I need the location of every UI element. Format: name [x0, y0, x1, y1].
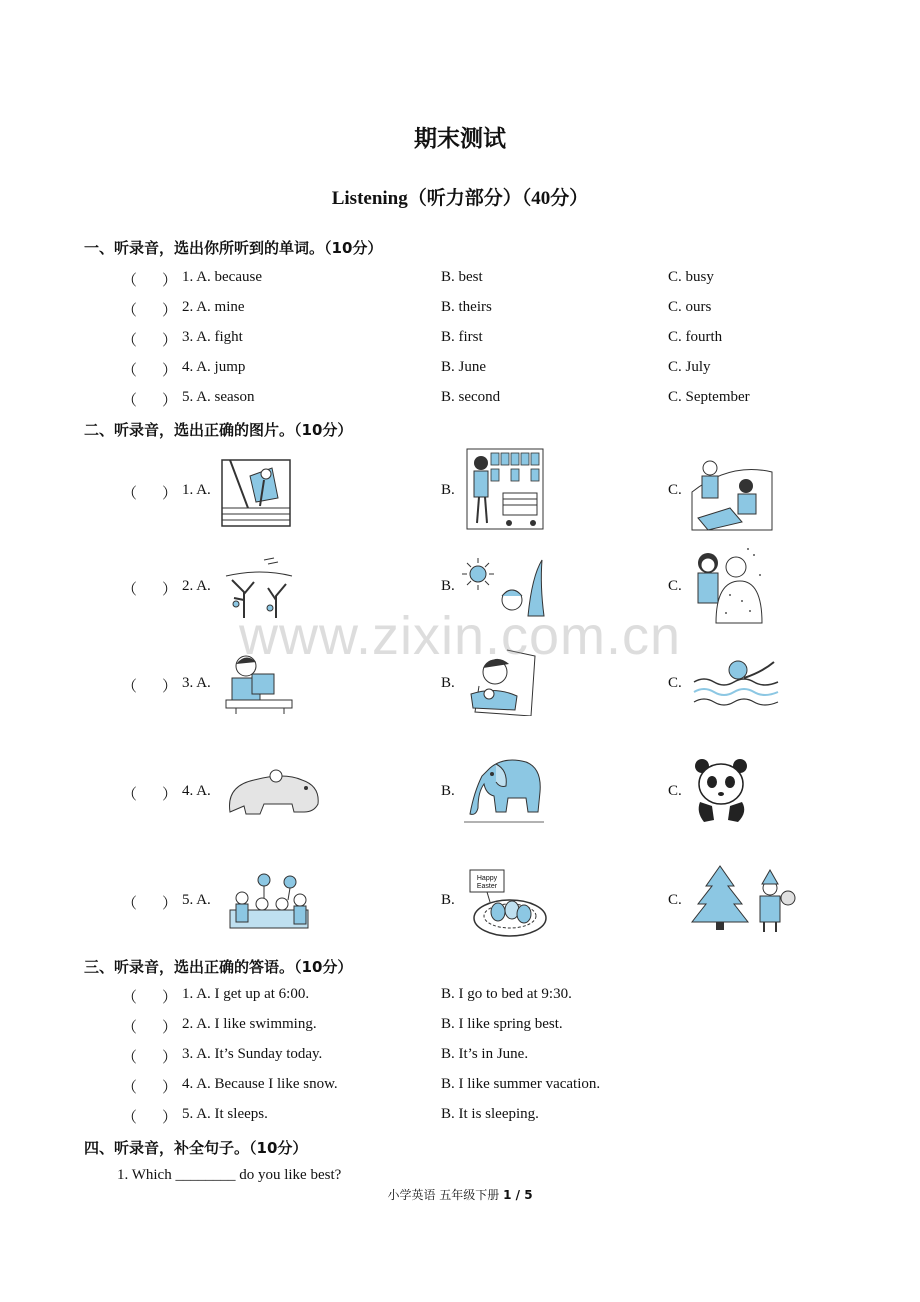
footer-label: 小学英语 五年级下册	[387, 1188, 500, 1202]
bracket-open: （	[122, 1110, 138, 1126]
option-a: A. It’s Sunday today.	[196, 1046, 323, 1062]
bracket-open: （	[122, 333, 138, 349]
item-number	[182, 1046, 322, 1063]
page-title: 期末测试	[414, 126, 506, 152]
question-number: 1.	[182, 482, 194, 498]
option-c: C.	[668, 892, 682, 908]
question-number: 3.	[182, 329, 194, 345]
bracket-open: （	[122, 486, 138, 502]
option-a: A. jump	[196, 359, 246, 375]
option-a: A. fight	[196, 329, 243, 345]
elephant-picture	[464, 752, 544, 828]
bracket-close: ）	[161, 486, 177, 502]
answer-bracket	[122, 578, 177, 599]
bracket-open: （	[122, 896, 138, 912]
bracket-close: ）	[161, 1020, 177, 1036]
page-footer	[0, 1186, 920, 1203]
bracket-open: （	[122, 393, 138, 409]
option-b: B. I like spring best.	[441, 1016, 563, 1032]
bracket-open: （	[122, 273, 138, 289]
item-number	[182, 578, 211, 595]
option-a: A. season	[196, 389, 255, 405]
section-4-heading: 四、听录音，补全句子。（10分）	[84, 1139, 308, 1157]
question-number: 1.	[182, 986, 194, 1002]
question-number: 3.	[182, 1046, 194, 1062]
page-number: 1 / 5	[503, 1188, 533, 1202]
option-c: C. ours	[668, 299, 712, 315]
question-number: 1.	[182, 269, 194, 285]
watermark: www.zixin.com.cn	[238, 606, 682, 666]
question-number: 4.	[182, 783, 194, 799]
item-number	[182, 482, 211, 499]
item-number	[182, 269, 262, 286]
easter-sign-line-2: Easter	[476, 883, 498, 890]
option-c: C. July	[668, 359, 711, 375]
option-a: A.	[196, 783, 211, 799]
bracket-open: （	[122, 1020, 138, 1036]
option-b: B. I go to bed at 9:30.	[441, 986, 572, 1002]
option-a: A. because	[196, 269, 262, 285]
question-number: 5.	[182, 892, 194, 908]
answer-bracket	[122, 1106, 177, 1127]
bracket-close: ）	[161, 363, 177, 379]
option-b: B. I like summer vacation.	[441, 1076, 601, 1092]
option-a: A.	[196, 578, 211, 594]
bracket-close: ）	[161, 333, 177, 349]
item-number	[182, 892, 211, 909]
bracket-close: ）	[161, 1080, 177, 1096]
item-number	[182, 299, 245, 316]
supermarket-girl-picture	[465, 447, 545, 531]
answer-bracket	[122, 299, 177, 320]
option-b: B.	[441, 675, 455, 691]
option-a: A. Because I like snow.	[196, 1076, 338, 1092]
option-b: B.	[441, 482, 455, 498]
bracket-open: （	[122, 1050, 138, 1066]
christmas-tree-picture	[690, 862, 796, 936]
item-number	[182, 359, 245, 376]
item-number	[182, 329, 243, 346]
option-c: C.	[668, 482, 682, 498]
polar-bear-picture	[224, 766, 322, 818]
item-number	[182, 1016, 317, 1033]
option-a: A. I like swimming.	[196, 1016, 317, 1032]
option-b: B. It’s in June.	[441, 1046, 529, 1062]
option-b: B.	[441, 783, 455, 799]
answer-bracket	[122, 1016, 177, 1037]
option-a: A.	[196, 892, 211, 908]
bracket-open: （	[122, 363, 138, 379]
option-c: C.	[668, 783, 682, 799]
option-a: A. I get up at 6:00.	[196, 986, 310, 1002]
section-1-heading: 一、听录音，选出你所听到的单词。（10分）	[84, 239, 383, 257]
item-number	[182, 1106, 268, 1123]
option-b: B. June	[441, 359, 486, 375]
answer-bracket	[122, 892, 177, 913]
bracket-close: ）	[161, 990, 177, 1006]
section-subtitle: Listening（听力部分）（40分）	[331, 188, 589, 209]
bracket-close: ）	[161, 1110, 177, 1126]
bracket-close: ）	[161, 787, 177, 803]
easter-sign-line-1: Happy	[476, 875, 498, 882]
answer-bracket	[122, 359, 177, 380]
option-c: C. busy	[668, 269, 714, 285]
answer-bracket	[122, 783, 177, 804]
fill-in-sentence: 1. Which ________ do you like best?	[117, 1167, 342, 1183]
bracket-open: （	[122, 303, 138, 319]
question-number: 2.	[182, 299, 194, 315]
bracket-open: （	[122, 582, 138, 598]
option-b: B.	[441, 892, 455, 908]
option-b: B. It is sleeping.	[441, 1106, 539, 1122]
bracket-open: （	[122, 679, 138, 695]
answer-bracket	[122, 389, 177, 410]
section-2-heading: 二、听录音，选出正确的图片。（10分）	[84, 421, 353, 439]
option-a: A.	[196, 675, 211, 691]
question-number: 3.	[182, 675, 194, 691]
question-number: 5.	[182, 1106, 194, 1122]
option-b: B.	[441, 578, 455, 594]
option-a: A.	[196, 482, 211, 498]
panda-picture	[692, 756, 750, 826]
option-c: C.	[668, 578, 682, 594]
picnic-children-picture	[690, 452, 774, 532]
option-c: C.	[668, 675, 682, 691]
answer-bracket	[122, 1046, 177, 1067]
item-number	[182, 986, 309, 1003]
option-b: B. best	[441, 269, 483, 285]
answer-bracket	[122, 1076, 177, 1097]
option-a: A. mine	[196, 299, 245, 315]
option-c: C. September	[668, 389, 750, 405]
easter-eggs-picture	[466, 866, 548, 940]
section-3-heading: 三、听录音，选出正确的答语。（10分）	[84, 958, 353, 976]
answer-bracket	[122, 269, 177, 290]
bracket-open: （	[122, 990, 138, 1006]
bracket-open: （	[122, 787, 138, 803]
window-girl-picture	[220, 458, 292, 528]
bracket-close: ）	[161, 896, 177, 912]
item-number	[182, 783, 211, 800]
option-b: B. second	[441, 389, 501, 405]
party-children-picture	[228, 872, 310, 930]
option-a: A. It sleeps.	[196, 1106, 268, 1122]
answer-bracket	[122, 329, 177, 350]
option-b: B. theirs	[441, 299, 492, 315]
item-number	[182, 389, 255, 406]
option-c: C. fourth	[668, 329, 723, 345]
question-number: 5.	[182, 389, 194, 405]
question-number: 4.	[182, 359, 194, 375]
bracket-close: ）	[161, 273, 177, 289]
bracket-close: ）	[161, 393, 177, 409]
bracket-close: ）	[161, 679, 177, 695]
bracket-close: ）	[161, 582, 177, 598]
bracket-open: （	[122, 1080, 138, 1096]
bracket-close: ）	[161, 303, 177, 319]
item-number	[182, 1076, 338, 1093]
question-number: 2.	[182, 1016, 194, 1032]
answer-bracket	[122, 675, 177, 696]
question-number: 2.	[182, 578, 194, 594]
answer-bracket	[122, 986, 177, 1007]
option-b: B. first	[441, 329, 483, 345]
question-number: 4.	[182, 1076, 194, 1092]
answer-bracket	[122, 482, 177, 503]
item-number	[182, 675, 211, 692]
bracket-close: ）	[161, 1050, 177, 1066]
